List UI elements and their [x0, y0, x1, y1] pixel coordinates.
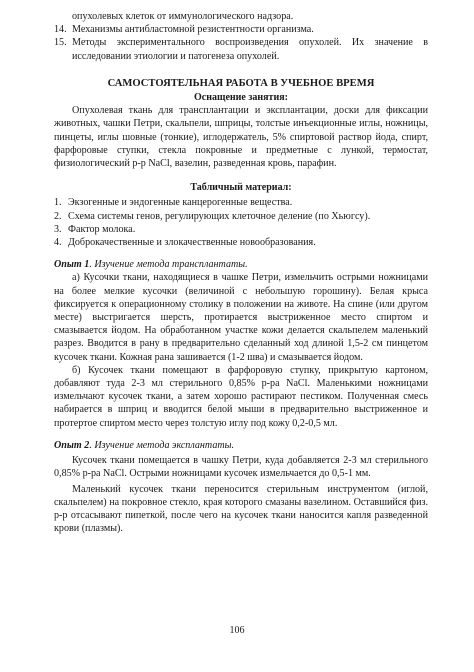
list-item [54, 236, 428, 249]
list-item [54, 210, 428, 223]
section-title: САМОСТОЯТЕЛЬНАЯ РАБОТА В УЧЕБНОЕ ВРЕМЯ [107, 77, 375, 89]
experiment1-title: . Изучение метода трансплантаты. [89, 259, 248, 271]
experiment2-paragraph-2: Маленький кусочек ткани переносится стерильным инструментом (иглой, скальпелем) на покровное стекло, края которого смазаны вазелином. Оставшийся физ. р-р отсасывают пипеткой, после чего на кусочек ткани наносится капля разведенной крови (плазмы). [54, 483, 428, 535]
list-number: 14. [54, 24, 67, 36]
list-number: 2. [54, 210, 62, 222]
list-text: Доброкачественные и злокачественные новообразования. [68, 237, 316, 249]
list-text: Механизмы антибластомной резистентности организма. [72, 24, 314, 36]
experiment2-paragraph-1: Кусочек ткани помещается в чашку Петри, куда добавляется 2-3 мл стерильного 0,85% р-ра NaCl. Острыми ножницами кусочек измельчается до 0,5-1 мм. [54, 455, 428, 480]
list-item [54, 196, 428, 209]
list-text: Методы экспериментального воспроизведения опухолей. Их значение в исследовании этиологии и патогенеза опухолей. [72, 37, 428, 62]
continuation-text: опухолевых клеток от иммунологического надзора. [72, 11, 294, 22]
list-text: Схема системы генов, регулирующих клеточное деление (по Хьюгсу). [68, 210, 371, 222]
list-text: Фактор молока. [68, 223, 136, 235]
equipment-paragraph: Опухолевая ткань для трансплантации и эксплантации, доски для фиксации животных, чашки Петри, скальпели, шприцы, толстые инъекционные иглы, ножницы, пинцеты, иглы шовные (тонкие), иглодержатель, 5% спиртовой раствор йода, спирт, фарфоровые ступки, стекла покровные и предметные с лункой, термостат, физиологический р-р NaCl, вазелин, разведенная кровь, парафин. [54, 105, 428, 170]
experiment2-title: . Изучение метода эксплантаты. [89, 439, 235, 451]
section-subtitle: Оснащение занятия: [194, 92, 288, 104]
list-item [54, 23, 428, 36]
table-material-title: Табличный материал: [190, 182, 292, 194]
list-number: 4. [54, 237, 62, 249]
experiment1-heading [54, 258, 428, 271]
list-number: 3. [54, 223, 62, 235]
experiment1-paragraph-b: б) Кусочек ткани помещают в фарфоровую ступку, прикрытую картоном, добавляют туда 2-3 мл стерильного 0,85% р-ра NaCl. Маленькими ножницами измельчают кусочек ткани, а затем хорошо растирают пестиком. Полученная смесь набирается в шприц и вводится белой мыши в предварительно выстриженное и протертое спиртом место через толстую иглу под кожу 0,2-0,5 мл. [54, 364, 428, 429]
experiment2-heading [54, 439, 428, 452]
list-text: Экзогенные и эндогенные канцерогенные вещества. [68, 197, 293, 209]
list-number: 1. [54, 197, 62, 209]
page-number: 106 [229, 625, 245, 636]
experiment2-label: Опыт 2 [54, 439, 90, 451]
experiment1-paragraph-a: а) Кусочки ткани, находящиеся в чашке Петри, измельчить острыми ножницами на более мелкие кусочки (величиной с небольшую горошину). Белая крыса фиксируется к операционному столику в положении на животе. На спине (или другом месте) выстригается шерсть, протирается выстриженное место спиртом и смазывается йодом. На обработанном участке кожи делается скальпелем маленький разрез. Вводится в рану в предварительно сделанный ход длиной 1,5-2 см пинцетом кусочек ткани. Кожная рана зашивается (1-2 шва) и смазывается йодом. [54, 272, 428, 363]
list-item [54, 36, 428, 62]
list-number: 15. [54, 37, 67, 49]
experiment1-label: Опыт 1 [54, 259, 90, 271]
list-item [54, 223, 428, 236]
